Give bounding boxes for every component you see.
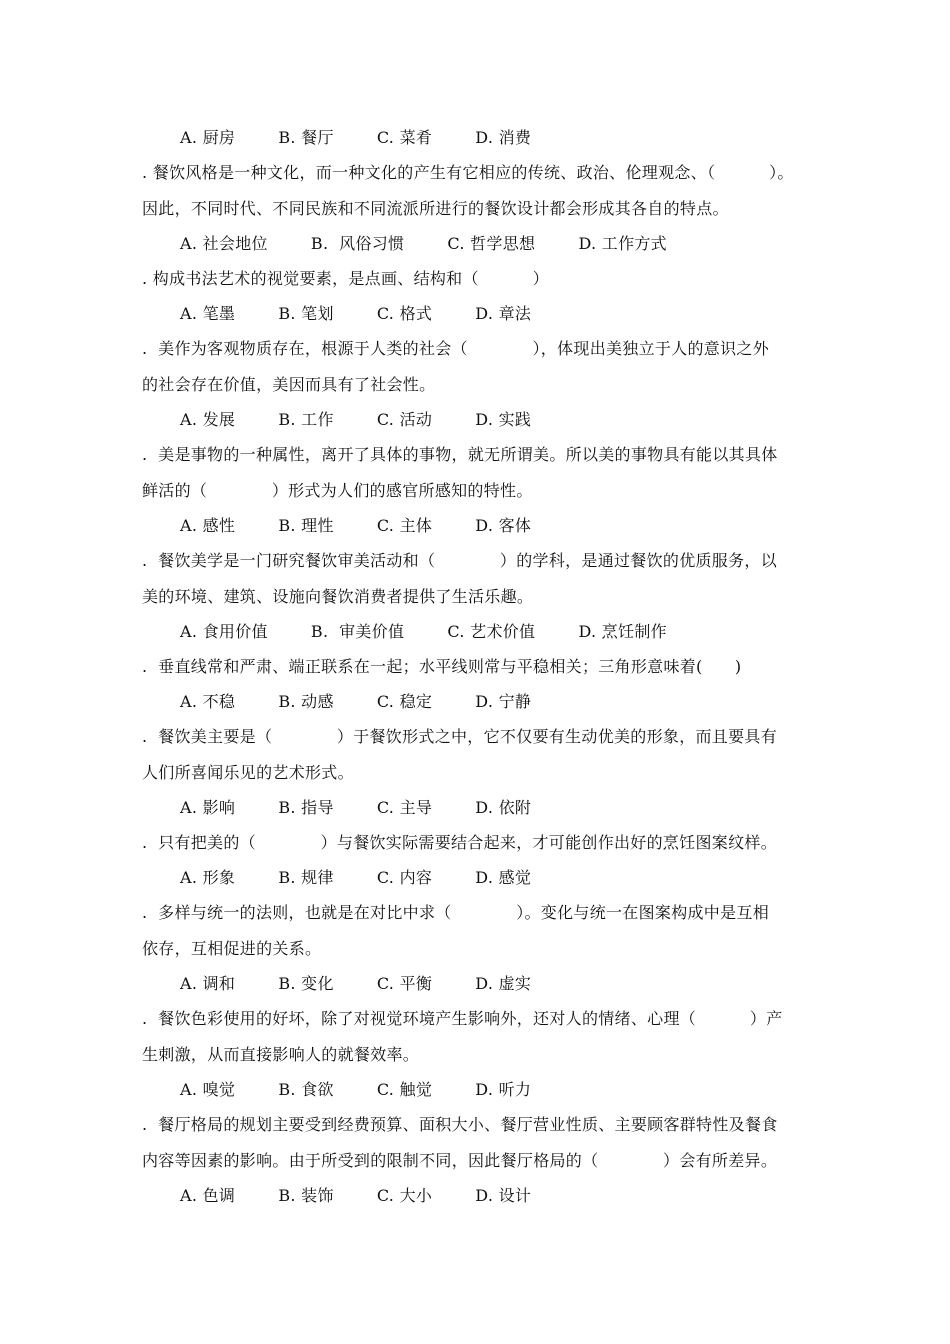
question-text-line: 生刺激，从而直接影响人的就餐效率。 [142,1045,420,1064]
question-text-line: . 餐饮美学是一门研究餐饮审美活动和（ ）的学科，是通过餐饮的优质服务，以 [142,551,777,570]
answer-options-line: A. 形象 B. 规律 C. 内容 D. 感觉 [180,868,532,887]
question-text-line: . 多样与统一的法则，也就是在对比中求（ ）。变化与统一在图案构成中是互相 [142,903,769,922]
question-text-line: . 餐饮风格是一种文化，而一种文化的产生有它相应的传统、政治、伦理观念、（ ）。 [142,163,794,182]
question-text-line: 美的环境、建筑、设施向餐饮消费者提供了生活乐趣。 [142,587,534,606]
answer-options-line: A. 食用价值 B. 审美价值 C. 艺术价值 D. 烹饪制作 [180,622,667,641]
question-text-line: . 美作为客观物质存在，根源于人类的社会（ ），体现出美独立于人的意识之外 [142,339,769,358]
answer-options-line: A. 笔墨 B. 笔划 C. 格式 D. 章法 [180,304,532,323]
question-text-line: . 只有把美的（ ）与餐饮实际需要结合起来，才可能创作出好的烹饪图案纹样。 [142,833,777,852]
answer-options-line: A. 厨房 B. 餐厅 C. 菜肴 D. 消费 [180,128,532,147]
answer-options-line: A. 嗅觉 B. 食欲 C. 触觉 D. 听力 [180,1080,532,1099]
question-text-line: 因此，不同时代、不同民族和不同流派所进行的餐饮设计都会形成其各自的特点。 [142,199,729,218]
question-text-line: 人们所喜闻乐见的艺术形式。 [142,763,354,782]
question-text-line: 鲜活的（ ）形式为人们的感官所感知的特性。 [142,481,533,500]
question-text-line: . 垂直线常和严肃、端正联系在一起；水平线则常与平稳相关；三角形意味着( ) [142,657,742,676]
answer-options-line: A. 影响 B. 指导 C. 主导 D. 依附 [180,798,532,817]
question-text-line: . 构成书法艺术的视觉要素，是点画、结构和（ ） [142,269,549,288]
question-text-line: 内容等因素的影响。由于所受到的限制不同，因此餐厅格局的（ ）会有所差异。 [142,1151,778,1170]
question-text-line: . 餐饮色彩使用的好坏，除了对视觉环境产生影响外，还对人的情绪、心理（ ）产 [142,1009,783,1028]
answer-options-line: A. 社会地位 B. 风俗习惯 C. 哲学思想 D. 工作方式 [180,234,667,253]
answer-options-line: A. 感性 B. 理性 C. 主体 D. 客体 [180,516,532,535]
question-text-line: 依存，互相促进的关系。 [142,939,322,958]
answer-options-line: A. 调和 B. 变化 C. 平衡 D. 虚实 [180,974,532,993]
question-text-line: 的社会存在价值，美因而具有了社会性。 [142,375,436,394]
question-text-line: . 餐厅格局的规划主要受到经费预算、面积大小、餐厅营业性质、主要顾客群特性及餐食 [142,1115,778,1134]
answer-options-line: A. 色调 B. 装饰 C. 大小 D. 设计 [180,1186,532,1205]
answer-options-line: A. 不稳 B. 动感 C. 稳定 D. 宁静 [180,692,532,711]
answer-options-line: A. 发展 B. 工作 C. 活动 D. 实践 [180,410,532,429]
question-text-line: . 餐饮美主要是（ ）于餐饮形式之中，它不仅要有生动优美的形象，而且要具有 [142,727,777,746]
question-text-line: . 美是事物的一种属性，离开了具体的事物，就无所谓美。所以美的事物具有能以其具体 [142,445,778,464]
